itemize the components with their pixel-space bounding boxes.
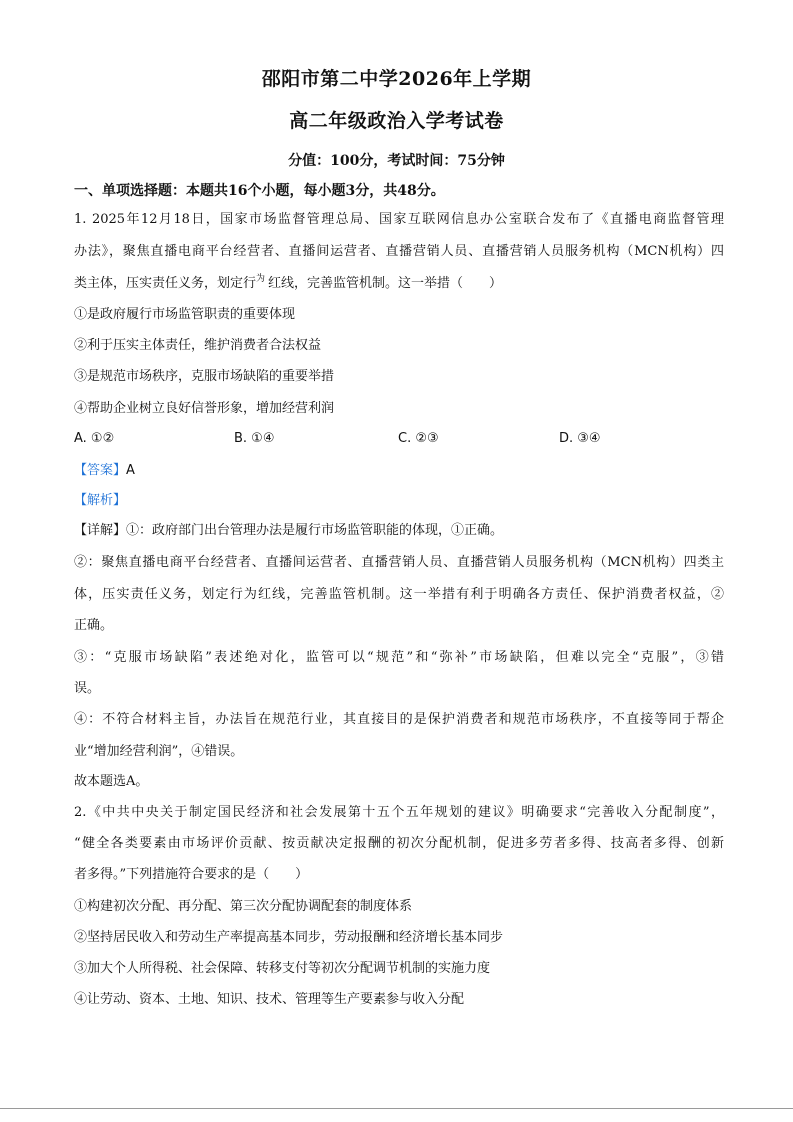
q1-stem-line-3-start: 类主体，压实责任义务，划定行 xyxy=(74,276,257,291)
q1-detail-2-line-3: 正确。 xyxy=(74,618,114,633)
q1-answer xyxy=(74,462,724,480)
section-heading-single-choice: 一、单项选择题：本题共16个小题，每小题3分，共48分。 xyxy=(74,183,445,199)
q1-analysis-label xyxy=(74,492,724,510)
q1-stem-line-3 xyxy=(74,275,724,294)
answer-value: A xyxy=(126,463,135,478)
q1-option-d: D. ③④ xyxy=(559,431,601,446)
q1-stem-overlap-glyph: 为 xyxy=(256,274,266,284)
q1-detail-4-line-1: ④：不符合材料主旨，办法旨在规范行业，其直接目的是保护消费者和规范市场秩序，不直接等同于帮企 xyxy=(74,712,724,727)
exam-title-subject: 高二年级政治入学考试卷 xyxy=(289,110,504,132)
page-bottom-divider xyxy=(0,1108,793,1109)
q2-stem-line-3: 者多得。”下列措施符合要求的是（ ） xyxy=(74,867,309,882)
q1-detail-4-line-2: 业“增加经营利润”，④错误。 xyxy=(74,744,244,759)
q1-statement-1: ①是政府履行市场监管职责的重要体现 xyxy=(74,307,296,322)
q1-detail-2-line-1: ②：聚焦直播电商平台经营者、直播间运营者、直播营销人员、直播营销人员服务机构（MCN机构）四类主 xyxy=(74,555,724,570)
q1-option-a: A. ①② xyxy=(74,431,115,446)
q1-stem-line-2: 办法》，聚焦直播电商平台经营者、直播间运营者、直播营销人员、直播营销人员服务机构（MCN机构）四 xyxy=(74,244,724,259)
q1-detail-3-line-2: 误。 xyxy=(74,681,101,696)
q1-option-b: B. ①④ xyxy=(234,431,275,446)
q1-statement-3: ③是规范市场秩序，克服市场缺陷的重要举措 xyxy=(74,369,335,384)
q2-statement-1: ①构建初次分配、再分配、第三次分配协调配套的制度体系 xyxy=(74,899,413,914)
q2-statement-2: ②坚持居民收入和劳动生产率提高基本同步，劳动报酬和经济增长基本同步 xyxy=(74,930,504,945)
q1-option-c: C. ②③ xyxy=(398,431,439,446)
q1-stem-line-1: 1. 2025年12月18日，国家市场监督管理总局、国家互联网信息办公室联合发布了《直播电商监督管理 xyxy=(74,212,724,227)
q2-statement-3: ③加大个人所得税、社会保障、转移支付等初次分配调节机制的实施力度 xyxy=(74,961,491,976)
answer-label: 【答案】 xyxy=(74,463,127,478)
q1-detail-2-line-2: 体，压实责任义务，划定行为红线，完善监管机制。这一举措有利于明确各方责任、保护消费者权益，② xyxy=(74,587,724,602)
q1-statement-4: ④帮助企业树立良好信誉形象，增加经营利润 xyxy=(74,401,335,416)
q2-statement-4: ④让劳动、资本、土地、知识、技术、管理等生产要素参与收入分配 xyxy=(74,992,465,1007)
analysis-label: 【解析】 xyxy=(74,493,127,508)
q1-stem-line-3-end: 红线，完善监管机制。这一举措（ ） xyxy=(268,276,503,291)
q1-conclusion: 故本题选A。 xyxy=(74,774,149,789)
q1-statement-2: ②利于压实主体责任，维护消费者合法权益 xyxy=(74,338,322,353)
q2-stem-line-2: “健全各类要素由市场评价贡献、按贡献决定报酬的初次分配机制，促进多劳者多得、技高者多得、创新 xyxy=(74,836,724,851)
q1-detail-1: 【详解】①：政府部门出台管理办法是履行市场监管职能的体现，①正确。 xyxy=(74,523,504,538)
q1-detail-3-line-1: ③：“克服市场缺陷”表述绝对化，监管可以“规范”和“弥补”市场缺陷，但难以完全“克服”，③错 xyxy=(74,650,724,665)
score-time-info: 分值：100分，考试时间：75分钟 xyxy=(288,153,505,169)
exam-title-school: 邵阳市第二中学2026年上学期 xyxy=(261,68,532,90)
q2-stem-line-1: 2.《中共中央关于制定国民经济和社会发展第十五个五年规划的建议》明确要求“完善收入分配制度”， xyxy=(74,805,724,820)
